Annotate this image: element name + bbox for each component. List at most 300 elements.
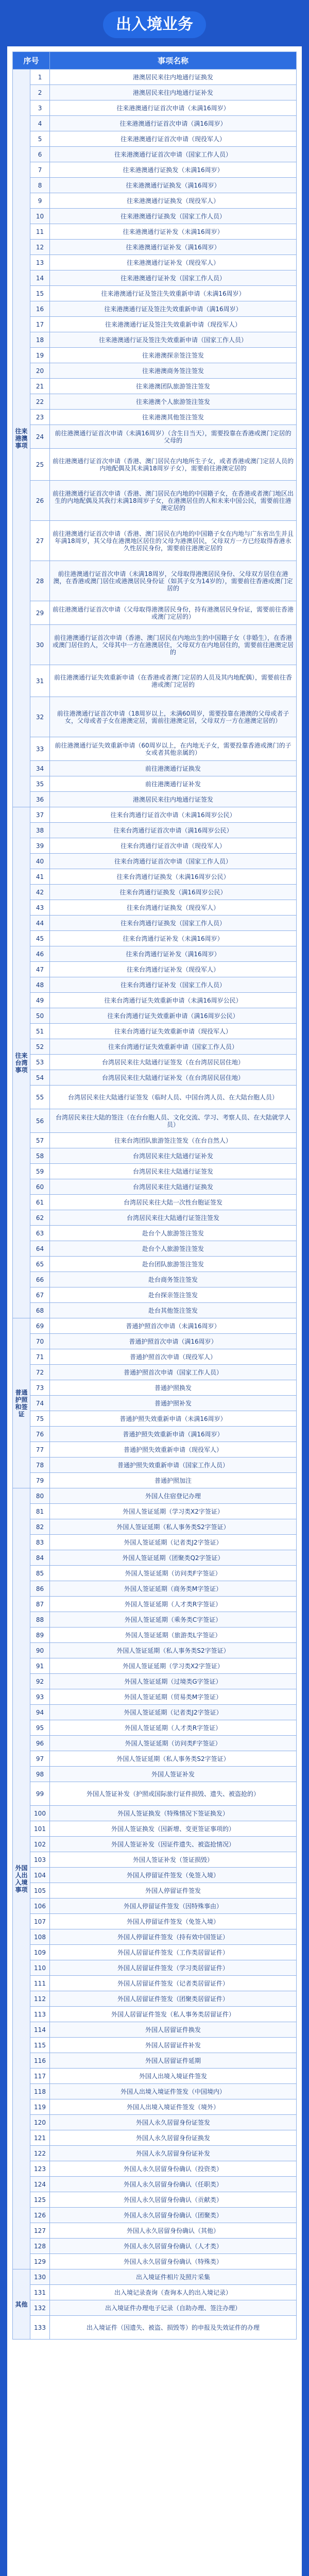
item-name: 台湾居民来往大陆通行证签发 (50, 1164, 297, 1179)
item-name: 往来台湾通行证补发（现役军人） (50, 962, 297, 977)
row-number: 26 (30, 481, 50, 521)
table-row (13, 885, 297, 900)
table-row (13, 286, 297, 301)
table-row (13, 209, 297, 224)
item-name: 普通护照失效重新申请（满16周岁） (50, 1427, 297, 1442)
item-name: 往来港澳商务签注签发 (50, 363, 297, 379)
table-row (13, 2115, 297, 2130)
row-number: 61 (30, 1195, 50, 1210)
table-row (13, 85, 297, 100)
row-number: 121 (30, 2130, 50, 2146)
category-cell: 其他 (13, 2269, 30, 2340)
table-row (13, 193, 297, 209)
table-row (13, 363, 297, 379)
item-name: 外国人出境入境证件签发（中国境内） (50, 2084, 297, 2099)
item-name: 外国人永久居留身份确认（投资类） (50, 2161, 297, 2177)
table-row (13, 2069, 297, 2084)
row-number: 52 (30, 1039, 50, 1055)
table-row (13, 1914, 297, 1929)
row-number: 51 (30, 1024, 50, 1039)
table-row (13, 1349, 297, 1365)
item-name: 外国人永久居留身份确认（团聚类） (50, 2208, 297, 2223)
table-row (13, 1287, 297, 1303)
item-name: 台湾居民来往大陆通行证签发（临时人员、中国台湾人员、在大陆台胞人员） (50, 1086, 297, 1109)
category-cell: 外国人出入境事项 (13, 1488, 30, 2269)
row-number: 3 (30, 100, 50, 116)
row-number: 43 (30, 900, 50, 916)
row-number: 57 (30, 1133, 50, 1148)
row-number: 100 (30, 1806, 50, 1821)
row-number: 41 (30, 869, 50, 885)
table-row (13, 1689, 297, 1705)
item-name: 外国人签证延期（贸易类M字签证） (50, 1689, 297, 1705)
item-name: 港澳居民来往内地通行证签发 (50, 792, 297, 807)
item-name: 往来港澳通行证首次申请（满16周岁） (50, 116, 297, 131)
item-name: 往来台湾通行证失效重新申请（满16周岁公民） (50, 1008, 297, 1024)
row-number: 122 (30, 2146, 50, 2161)
table-row (13, 1929, 297, 1945)
item-name: 外国人居留证件签发（工作类居留证件） (50, 1945, 297, 1960)
item-name: 普通护照失效重新申请（未满16周岁） (50, 1411, 297, 1427)
row-number: 10 (30, 209, 50, 224)
row-number: 39 (30, 838, 50, 854)
row-number: 90 (30, 1643, 50, 1658)
row-number: 44 (30, 916, 50, 931)
table-row (13, 1883, 297, 1899)
row-number: 55 (30, 1086, 50, 1109)
item-name: 往来港澳其他签注签发 (50, 410, 297, 425)
item-name: 外国人居留证件换发 (50, 2022, 297, 2038)
item-name: 赴台其他签注签发 (50, 1303, 297, 1318)
table-row (13, 1597, 297, 1612)
row-number: 120 (30, 2115, 50, 2130)
table-row (13, 1109, 297, 1133)
item-name: 外国人签证延期（学习类X2字签证） (50, 1504, 297, 1519)
item-name: 外国人居留证件签发（记者类居留证件） (50, 1976, 297, 1991)
row-number: 78 (30, 1458, 50, 1473)
item-name: 外国人居留证件签发（学习类居留证件） (50, 1960, 297, 1976)
row-number: 82 (30, 1519, 50, 1535)
row-number: 115 (30, 2038, 50, 2053)
item-name: 外国人居留证件补发 (50, 2038, 297, 2053)
table-row (13, 449, 297, 481)
row-number: 114 (30, 2022, 50, 2038)
table-row (13, 1133, 297, 1148)
table-row (13, 2007, 297, 2022)
table-row (13, 737, 297, 761)
item-name: 普通护照失效重新申请（现役军人） (50, 1442, 297, 1458)
item-name: 外国人签证补发 (50, 1767, 297, 1782)
row-number: 35 (30, 776, 50, 792)
row-number: 130 (30, 2269, 50, 2285)
table-row (13, 1736, 297, 1751)
table-row (13, 1643, 297, 1658)
table-row (13, 792, 297, 807)
table-row (13, 776, 297, 792)
item-name: 外国人签证延期（旅游类L字签证） (50, 1628, 297, 1643)
row-number: 80 (30, 1488, 50, 1504)
row-number: 38 (30, 823, 50, 838)
table-row (13, 900, 297, 916)
table-row (13, 2053, 297, 2069)
table-row (13, 1767, 297, 1782)
table-row (13, 2084, 297, 2099)
item-name: 普通护照加注 (50, 1473, 297, 1488)
table-row (13, 1070, 297, 1086)
item-name: 前往港澳通行证首次申请（18周岁以上，未满60周岁，需要投靠在港澳的父母或者子女，父母或者子女在港澳定居，需前往港澳定居，父母双方一方在港澳定居的） (50, 697, 297, 737)
row-number: 92 (30, 1674, 50, 1689)
table-row (13, 317, 297, 332)
table-row (13, 1504, 297, 1519)
table-row (13, 1581, 297, 1597)
table-row (13, 2038, 297, 2053)
table-row (13, 1195, 297, 1210)
row-number: 91 (30, 1658, 50, 1674)
row-number: 123 (30, 2161, 50, 2177)
item-name: 往来港澳通行证及签注失效重新申请（满16周岁） (50, 301, 297, 317)
item-name: 往来台湾团队旅游签注签发（在台自然人） (50, 1133, 297, 1148)
table-row (13, 1086, 297, 1109)
row-number: 67 (30, 1287, 50, 1303)
row-number: 83 (30, 1535, 50, 1550)
table-row (13, 348, 297, 363)
row-number: 73 (30, 1380, 50, 1396)
item-name: 前往港澳通行证首次申请（未满16周岁）（含生日当天），需要投靠在香港或澳门定居的父母的 (50, 425, 297, 449)
item-name: 外国人停留证件签发 (50, 1883, 297, 1899)
item-name: 往来台湾通行证换发（满16周岁公民） (50, 885, 297, 900)
item-name: 外国人停留证件签发（免签入境） (50, 1868, 297, 1883)
row-number: 20 (30, 363, 50, 379)
row-number: 109 (30, 1945, 50, 1960)
row-number: 6 (30, 147, 50, 162)
row-number: 14 (30, 270, 50, 286)
item-name: 往来港澳通行证换发（未满16周岁） (50, 162, 297, 178)
category-cell: 往来港澳事项 (13, 70, 30, 807)
table-row (13, 394, 297, 410)
table-row (13, 993, 297, 1008)
item-name: 赴台探亲签注签发 (50, 1287, 297, 1303)
item-name: 外国人居留证件延期 (50, 2053, 297, 2069)
table-row (13, 561, 297, 601)
item-name: 外国人永久居留身份证签发 (50, 2115, 297, 2130)
item-name: 外国人签证延期（记者类J2字签证） (50, 1535, 297, 1550)
item-name: 往来台湾通行证首次申请（未满16周岁公民） (50, 807, 297, 823)
row-number: 50 (30, 1008, 50, 1024)
item-name: 往来港澳通行证补发（现役军人） (50, 255, 297, 270)
item-name: 往来港澳团队旅游签注签发 (50, 379, 297, 394)
row-number: 30 (30, 625, 50, 665)
row-number: 113 (30, 2007, 50, 2022)
row-number: 18 (30, 332, 50, 348)
table-row (13, 1868, 297, 1883)
row-number: 17 (30, 317, 50, 332)
table-row (13, 1976, 297, 1991)
item-name: 外国人签证延期（学习类X2字签证） (50, 1658, 297, 1674)
table-row (13, 1396, 297, 1411)
row-number: 1 (30, 70, 50, 85)
table-row (13, 1720, 297, 1736)
table-row (13, 1674, 297, 1689)
row-number: 53 (30, 1055, 50, 1070)
item-name: 赴台个人旅游签注签发 (50, 1226, 297, 1241)
row-number: 37 (30, 807, 50, 823)
row-number: 19 (30, 348, 50, 363)
item-name: 赴台团队旅游签注签发 (50, 1257, 297, 1272)
row-number: 117 (30, 2069, 50, 2084)
table-row (13, 1899, 297, 1914)
row-number: 124 (30, 2177, 50, 2192)
item-name: 往来台湾通行证补发（未满16周岁） (50, 931, 297, 946)
row-number: 58 (30, 1148, 50, 1164)
row-number: 112 (30, 1991, 50, 2007)
table-row (13, 2022, 297, 2038)
item-name: 台湾居民来往大陆通行证补发（在台湾居民居住地） (50, 1070, 297, 1086)
item-name: 外国人签证延期（商务类M字签证） (50, 1581, 297, 1597)
table-row (13, 761, 297, 776)
table-row (13, 224, 297, 240)
item-name: 往来台湾通行证换发（未满16周岁公民） (50, 869, 297, 885)
header-item-name: 事项名称 (50, 52, 297, 70)
row-number: 102 (30, 1837, 50, 1852)
row-number: 128 (30, 2239, 50, 2254)
table-row (13, 332, 297, 348)
row-number: 63 (30, 1226, 50, 1241)
item-name: 台湾居民来往大陆的签注（在台台胞人员、文化交流、学习、考察人员、在大陆就学人员） (50, 1109, 297, 1133)
row-number: 54 (30, 1070, 50, 1086)
item-name: 普通护照补发 (50, 1396, 297, 1411)
table-row (13, 1612, 297, 1628)
row-number: 13 (30, 255, 50, 270)
item-name: 往来港澳通行证换发（现役军人） (50, 193, 297, 209)
row-number: 29 (30, 601, 50, 625)
item-name: 外国人签证延期（乘务类C字签证） (50, 1612, 297, 1628)
item-name: 出入境证件（因遗失、被盗、损毁等）的申报及失效证件的办理 (50, 2316, 297, 2340)
table-row (13, 1488, 297, 1504)
item-name: 前往港澳通行证失效重新申请（在香港或者澳门定居的人员及其内地配偶），需要前往香港或澳门定居的 (50, 665, 297, 697)
table-row (13, 2192, 297, 2208)
table-row (13, 2146, 297, 2161)
item-name: 外国人永久居留身份确认（其他） (50, 2223, 297, 2239)
item-name: 外国人居留证件签发（私人事务类居留证件） (50, 2007, 297, 2022)
row-number: 132 (30, 2300, 50, 2316)
item-name: 前往港澳通行证首次申请（香港、澳门居民在内地的中国籍子女在内地与广东省出生并且年满18周岁，其父母在港澳地区居住的父母为港澳居民，父母双方一方已经取得香港永久性居民身份，需要前往港澳定居的 (50, 521, 297, 561)
row-number: 86 (30, 1581, 50, 1597)
item-name: 外国人签证换发（因新增、变更签证事项的） (50, 1821, 297, 1837)
table-row (13, 962, 297, 977)
table-row (13, 1411, 297, 1427)
table-row (13, 481, 297, 521)
row-number: 88 (30, 1612, 50, 1628)
category-cell: 往来台湾事项 (13, 807, 30, 1318)
item-name: 往来港澳通行证首次申请（现役军人） (50, 131, 297, 147)
table-row (13, 1837, 297, 1852)
table-row (13, 1164, 297, 1179)
row-number: 60 (30, 1179, 50, 1195)
table-row (13, 977, 297, 993)
row-number: 111 (30, 1976, 50, 1991)
row-number: 72 (30, 1365, 50, 1380)
row-number: 76 (30, 1427, 50, 1442)
item-name: 往来台湾通行证首次申请（满16周岁公民） (50, 823, 297, 838)
row-number: 36 (30, 792, 50, 807)
item-name: 外国人签证延期（访问类F字签证） (50, 1566, 297, 1581)
table-row (13, 162, 297, 178)
row-number: 101 (30, 1821, 50, 1837)
table-row (13, 410, 297, 425)
row-number: 71 (30, 1349, 50, 1365)
item-name: 港澳居民来往内地通行证换发 (50, 70, 297, 85)
item-name: 外国人签证延期（人才类R字签证） (50, 1597, 297, 1612)
table-row (13, 2316, 297, 2340)
item-name: 往来港澳通行证及签注失效重新申请（现役军人） (50, 317, 297, 332)
table-row (13, 665, 297, 697)
table-row (13, 1782, 297, 1806)
table-row (13, 1148, 297, 1164)
table-row (13, 1473, 297, 1488)
row-number: 98 (30, 1767, 50, 1782)
item-name: 前往港澳通行证首次申请（香港、澳门居民在内地出生的中国籍子女（非婚生），在香港或澳门居住的人，父母其中一方在港澳居住，父母双方在内地居住的，需要前往港澳定居的 (50, 625, 297, 665)
item-name: 外国人永久居留身份确认（贡献类） (50, 2192, 297, 2208)
table-row (13, 1241, 297, 1257)
table-row (13, 1303, 297, 1318)
item-name: 外国人签证补发（护照或国际旅行证件损毁、遗失、被盗抢的） (50, 1782, 297, 1806)
row-number: 106 (30, 1899, 50, 1914)
table-row (13, 131, 297, 147)
table-row (13, 1318, 297, 1334)
table-row (13, 2239, 297, 2254)
table-row (13, 255, 297, 270)
item-name: 往来台湾通行证补发（满16周岁） (50, 946, 297, 962)
table-row (13, 2285, 297, 2300)
table-row (13, 854, 297, 869)
row-number: 21 (30, 379, 50, 394)
table-row (13, 1628, 297, 1643)
row-number: 125 (30, 2192, 50, 2208)
item-name: 港澳居民来往内地通行证补发 (50, 85, 297, 100)
table-row (13, 1179, 297, 1195)
row-number: 59 (30, 1164, 50, 1179)
page-title: 出入境业务 (103, 11, 206, 38)
table-row (13, 807, 297, 823)
table-header-row (13, 52, 297, 70)
table-row (13, 1806, 297, 1821)
table-row (13, 1751, 297, 1767)
table-row (13, 601, 297, 625)
item-name: 外国人签证延期（私人事务类S2字签证） (50, 1643, 297, 1658)
item-name: 外国人永久居留身份证补发 (50, 2146, 297, 2161)
row-number: 40 (30, 854, 50, 869)
table-row (13, 1024, 297, 1039)
table-row (13, 521, 297, 561)
row-number: 64 (30, 1241, 50, 1257)
table-row (13, 2177, 297, 2192)
table-row (13, 1380, 297, 1396)
item-name: 往来台湾通行证补发（国家工作人员） (50, 977, 297, 993)
item-name: 外国人签证延期（私人事务类S2字签证） (50, 1751, 297, 1767)
item-name: 出入境证件办理电子记录（自助办理、签注办理） (50, 2300, 297, 2316)
item-name: 往来港澳通行证换发（满16周岁） (50, 178, 297, 193)
item-name: 外国人签证延期（私人事务类S2字签证） (50, 1519, 297, 1535)
table-row (13, 625, 297, 665)
item-name: 外国人签证补发（签证损毁） (50, 1852, 297, 1868)
table-row (13, 869, 297, 885)
table-row (13, 1519, 297, 1535)
row-number: 15 (30, 286, 50, 301)
row-number: 2 (30, 85, 50, 100)
row-number: 56 (30, 1109, 50, 1133)
row-number: 62 (30, 1210, 50, 1226)
row-number: 7 (30, 162, 50, 178)
row-number: 49 (30, 993, 50, 1008)
services-table (12, 52, 297, 2340)
table-row (13, 1960, 297, 1976)
row-number: 31 (30, 665, 50, 697)
item-name: 往来港澳通行证补发（未满16周岁） (50, 224, 297, 240)
row-number: 108 (30, 1929, 50, 1945)
item-name: 外国人永久居留身份确认（特殊类） (50, 2254, 297, 2269)
item-name: 前往港澳通行证首次申请（香港、澳门居民在内地的中国籍子女，在香港或者澳门地区出生的内地配偶及其我行未满18周岁子女，在港澳居住的人和未来中国公民，需要前往港澳定居的 (50, 481, 297, 521)
table-row (13, 1550, 297, 1566)
item-name: 台湾居民来往大陆一次性台胞证签发 (50, 1195, 297, 1210)
table-row (13, 147, 297, 162)
row-number: 46 (30, 946, 50, 962)
item-name: 出入境记录查询（查询本人的出入境记录） (50, 2285, 297, 2300)
item-name: 出入境证件相片及照片采集 (50, 2269, 297, 2285)
table-row (13, 1705, 297, 1720)
item-name: 往来港澳个人旅游签注签发 (50, 394, 297, 410)
item-name: 外国人住宿登记办理 (50, 1488, 297, 1504)
row-number: 84 (30, 1550, 50, 1566)
row-number: 85 (30, 1566, 50, 1581)
item-name: 普通护照失效重新申请（国家工作人员） (50, 1458, 297, 1473)
row-number: 48 (30, 977, 50, 993)
row-number: 66 (30, 1272, 50, 1287)
item-name: 往来港澳通行证换发（国家工作人员） (50, 209, 297, 224)
item-name: 往来港澳通行证首次申请（国家工作人员） (50, 147, 297, 162)
row-number: 11 (30, 224, 50, 240)
row-number: 93 (30, 1689, 50, 1705)
row-number: 79 (30, 1473, 50, 1488)
row-number: 22 (30, 394, 50, 410)
table-row (13, 1535, 297, 1550)
table-row (13, 1334, 297, 1349)
row-number: 25 (30, 449, 50, 481)
row-number: 68 (30, 1303, 50, 1318)
table-row (13, 70, 297, 85)
item-name: 往来台湾通行证失效重新申请（现役军人） (50, 1024, 297, 1039)
item-name: 前往港澳通行证换发 (50, 761, 297, 776)
row-number: 89 (30, 1628, 50, 1643)
table-row (13, 1442, 297, 1458)
table-row (13, 301, 297, 317)
item-name: 往来港澳通行证补发（满16周岁） (50, 240, 297, 255)
table-row (13, 1210, 297, 1226)
item-name: 往来港澳通行证及签注失效重新申请（未满16周岁） (50, 286, 297, 301)
item-name: 往来台湾通行证失效重新申请（未满16周岁公民） (50, 993, 297, 1008)
row-number: 96 (30, 1736, 50, 1751)
row-number: 28 (30, 561, 50, 601)
row-number: 133 (30, 2316, 50, 2340)
row-number: 75 (30, 1411, 50, 1427)
item-name: 外国人永久居留身份确认（人才类） (50, 2239, 297, 2254)
row-number: 104 (30, 1868, 50, 1883)
item-name: 台湾居民来往大陆通行证换发 (50, 1179, 297, 1195)
item-name: 往来台湾通行证首次申请（国家工作人员） (50, 854, 297, 869)
row-number: 110 (30, 1960, 50, 1976)
item-name: 前往港澳通行证失效重新申请（60周岁以上，在内地无子女，需要投靠香港或澳门的子女或者其他亲属的） (50, 737, 297, 761)
row-number: 47 (30, 962, 50, 977)
row-number: 69 (30, 1318, 50, 1334)
